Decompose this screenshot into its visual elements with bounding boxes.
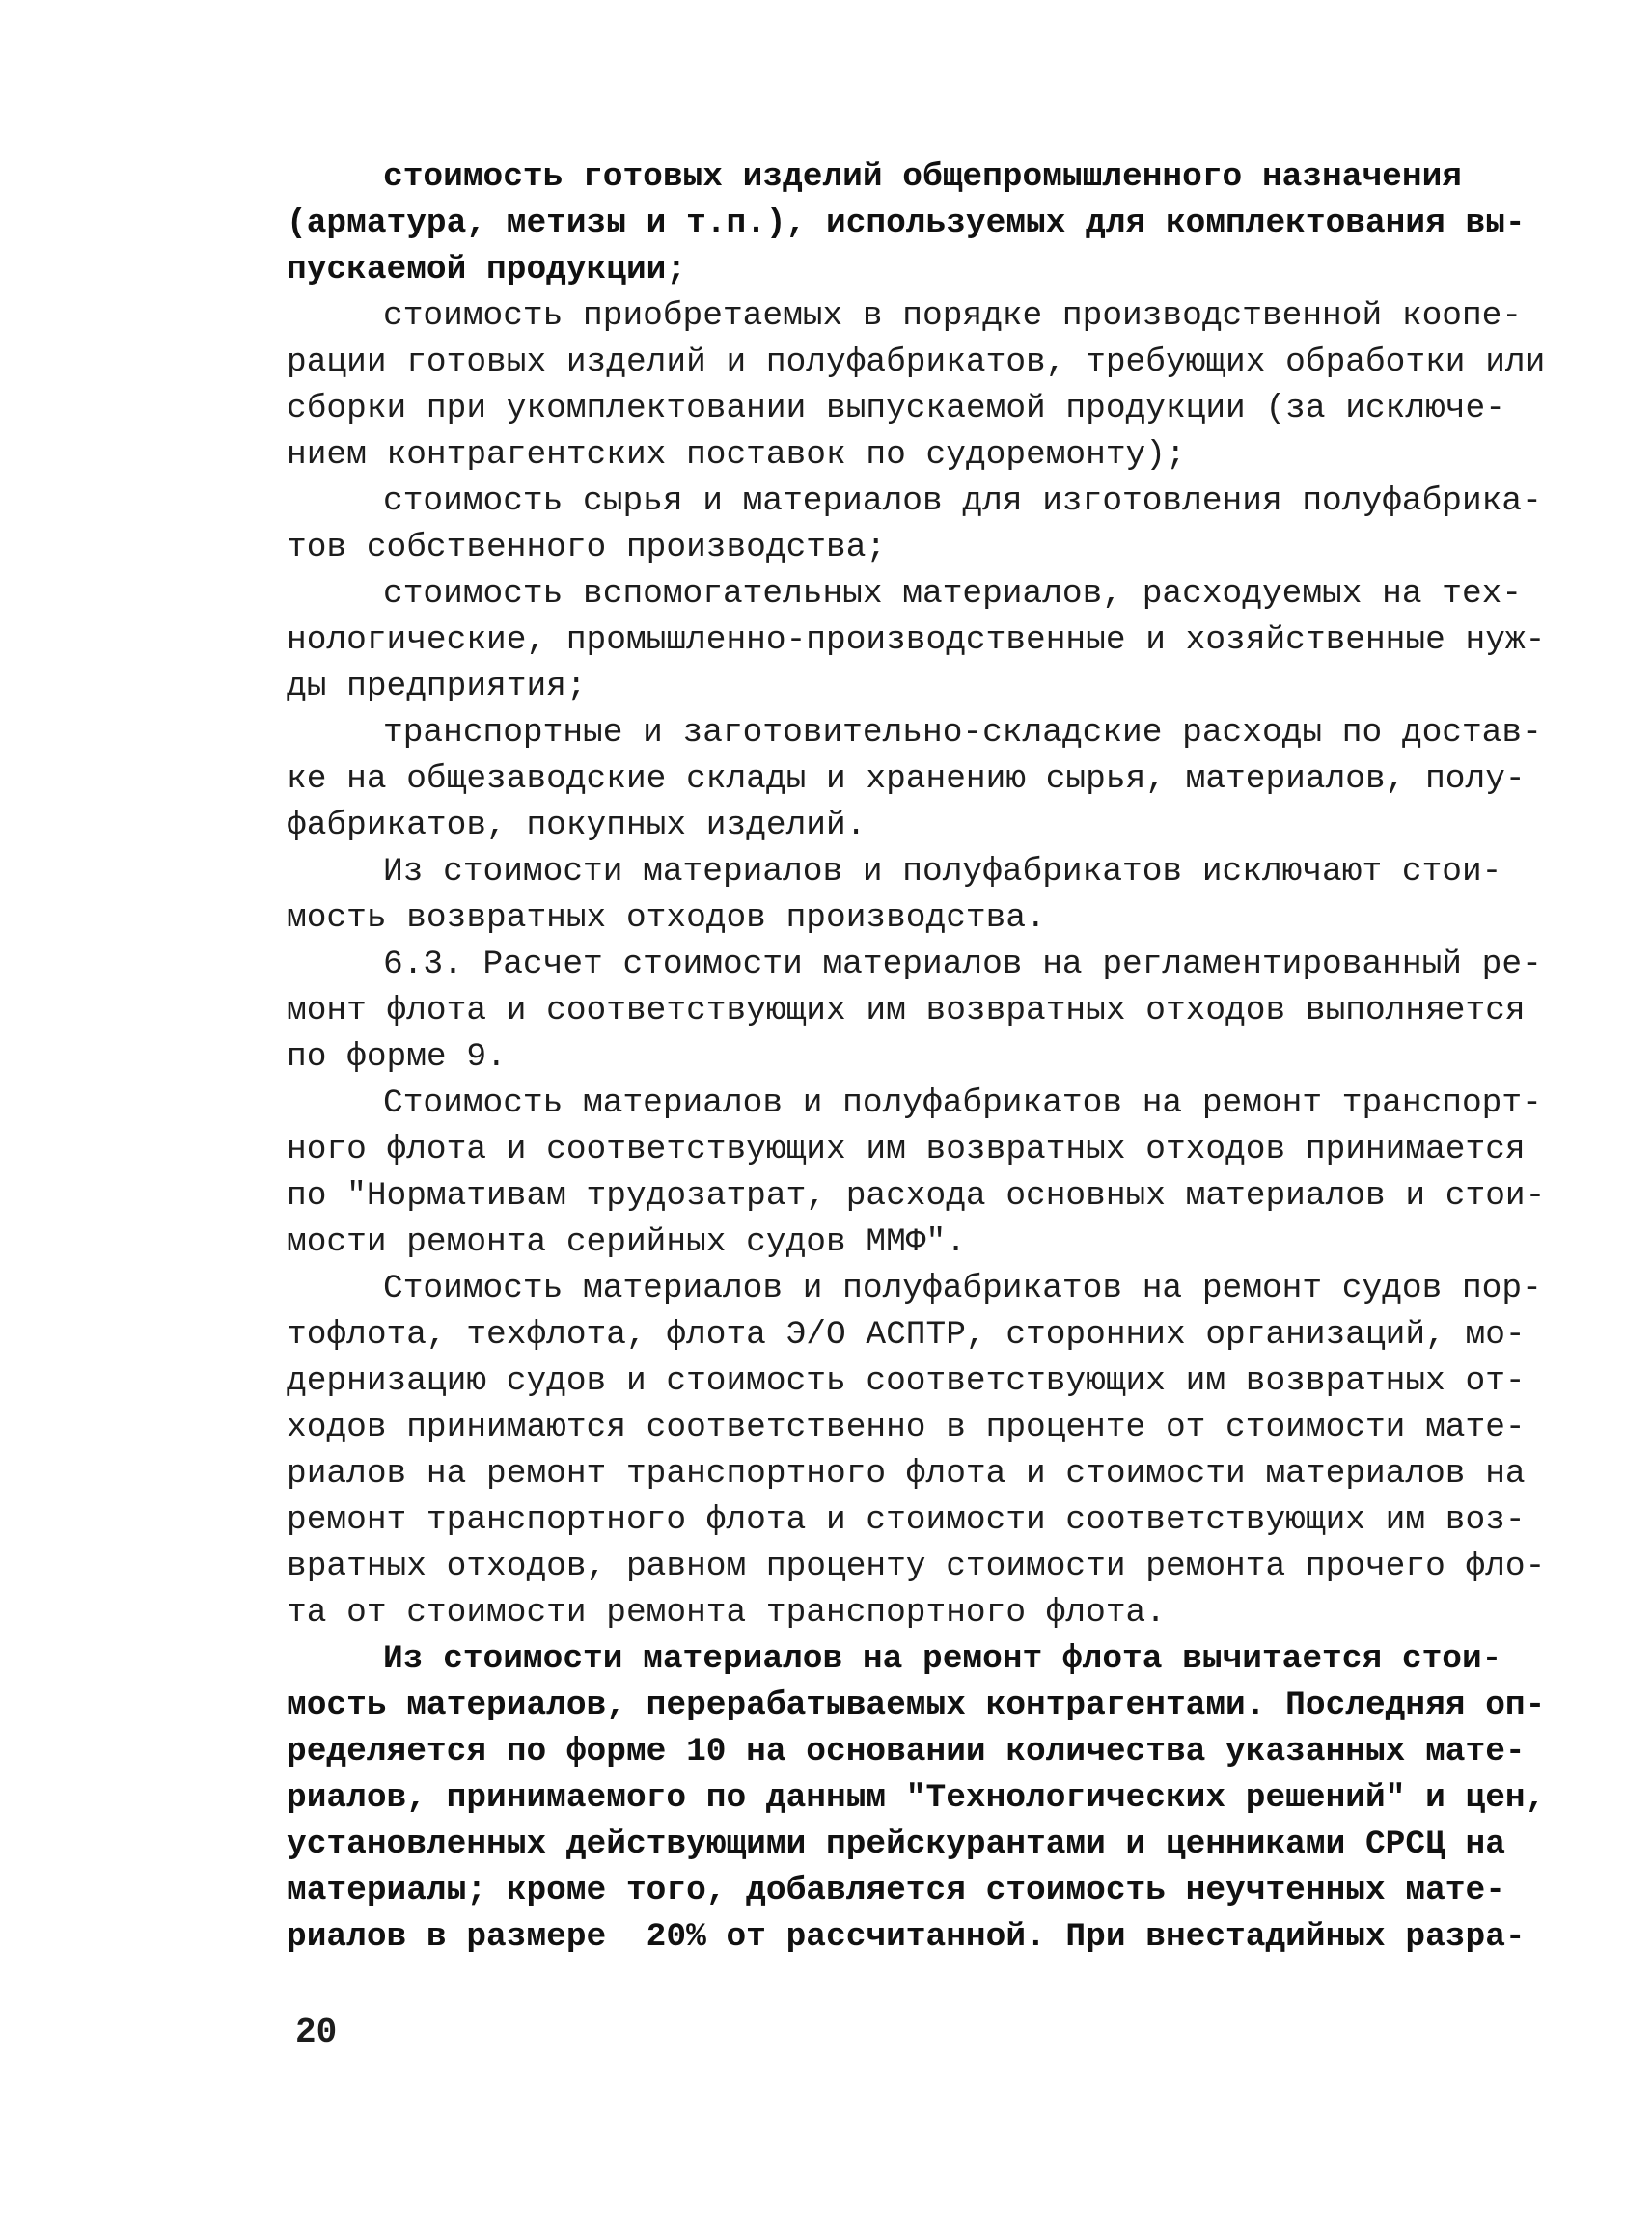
- text-line: мости ремонта серийных судов ММФ".: [287, 1223, 966, 1261]
- text-line: стоимость готовых изделий общепромышленного назначения: [383, 158, 1462, 196]
- text-line: стоимость сырья и материалов для изготовления полуфабрика-: [383, 482, 1542, 520]
- text-line: вратных отходов, равном проценту стоимости ремонта прочего фло-: [287, 1548, 1546, 1585]
- text-line: ды предприятия;: [287, 668, 587, 705]
- text-line: нием контрагентских поставок по судоремонту);: [287, 436, 1186, 474]
- text-line: Стоимость материалов и полуфабрикатов на ремонт судов пор-: [383, 1270, 1542, 1307]
- text-line: дернизацию судов и стоимость соответствующих им возвратных от-: [287, 1362, 1526, 1400]
- text-line: мость возвратных отходов производства.: [287, 899, 1046, 937]
- text-line: Из стоимости материалов и полуфабрикатов исключают стои-: [383, 853, 1502, 891]
- text-line: ного флота и соответствующих им возвратных отходов принимается: [287, 1131, 1526, 1168]
- text-line: тофлота, техфлота, флота Э/О АСПТР, сторонних организаций, мо-: [287, 1316, 1526, 1354]
- text-line: по "Нормативам трудозатрат, расхода основных материалов и стои-: [287, 1177, 1546, 1215]
- text-line: мость материалов, перерабатываемых контрагентами. Последняя оп-: [287, 1687, 1546, 1724]
- text-line: сборки при укомплектовании выпускаемой продукции (за исключе-: [287, 390, 1505, 427]
- text-line: транспортные и заготовительно-складские расходы по достав-: [383, 714, 1542, 752]
- page-number: 20: [295, 2013, 338, 2052]
- text-line: ределяется по форме 10 на основании количества указанных мате-: [287, 1733, 1526, 1770]
- text-line: стоимость вспомогательных материалов, расходуемых на тех-: [383, 575, 1523, 613]
- text-line: та от стоимости ремонта транспортного флота.: [287, 1594, 1166, 1632]
- text-line: монт флота и соответствующих им возвратных отходов выполняется: [287, 992, 1526, 1029]
- text-line: Из стоимости материалов на ремонт флота вычитается стои-: [383, 1640, 1502, 1678]
- text-line: 6.3. Расчет стоимости материалов на регламентированный ре-: [383, 946, 1542, 983]
- text-line: ке на общезаводские склады и хранению сырья, материалов, полу-: [287, 760, 1526, 798]
- text-line: пускаемой продукции;: [287, 251, 687, 288]
- text-line: фабрикатов, покупных изделий.: [287, 807, 867, 844]
- body-text: [287, 154, 1546, 1961]
- text-line: установленных действующими прейскурантами и ценниками СРСЦ на: [287, 1825, 1505, 1863]
- text-line: тов собственного производства;: [287, 529, 887, 566]
- text-line: риалов на ремонт транспортного флота и стоимости материалов на: [287, 1455, 1526, 1493]
- text-line: по форме 9.: [287, 1038, 507, 1076]
- text-line: Стоимость материалов и полуфабрикатов на ремонт транспорт-: [383, 1084, 1542, 1122]
- text-line: материалы; кроме того, добавляется стоимость неучтенных мате-: [287, 1872, 1505, 1909]
- text-line: риалов, принимаемого по данным "Технологических решений" и цен,: [287, 1779, 1546, 1817]
- text-line: (арматура, метизы и т.п.), используемых для комплектования вы-: [287, 205, 1526, 242]
- text-line: ходов принимаются соответственно в проценте от стоимости мате-: [287, 1409, 1526, 1446]
- text-line: нологические, промышленно-производственные и хозяйственные нуж-: [287, 621, 1546, 659]
- text-line: стоимость приобретаемых в порядке производственной коопе-: [383, 297, 1523, 335]
- text-line: риалов в размере 20% от рассчитанной. При внестадийных разра-: [287, 1918, 1526, 1956]
- text-line: ремонт транспортного флота и стоимости соответствующих им воз-: [287, 1501, 1526, 1539]
- text-line: рации готовых изделий и полуфабрикатов, требующих обработки или: [287, 343, 1546, 381]
